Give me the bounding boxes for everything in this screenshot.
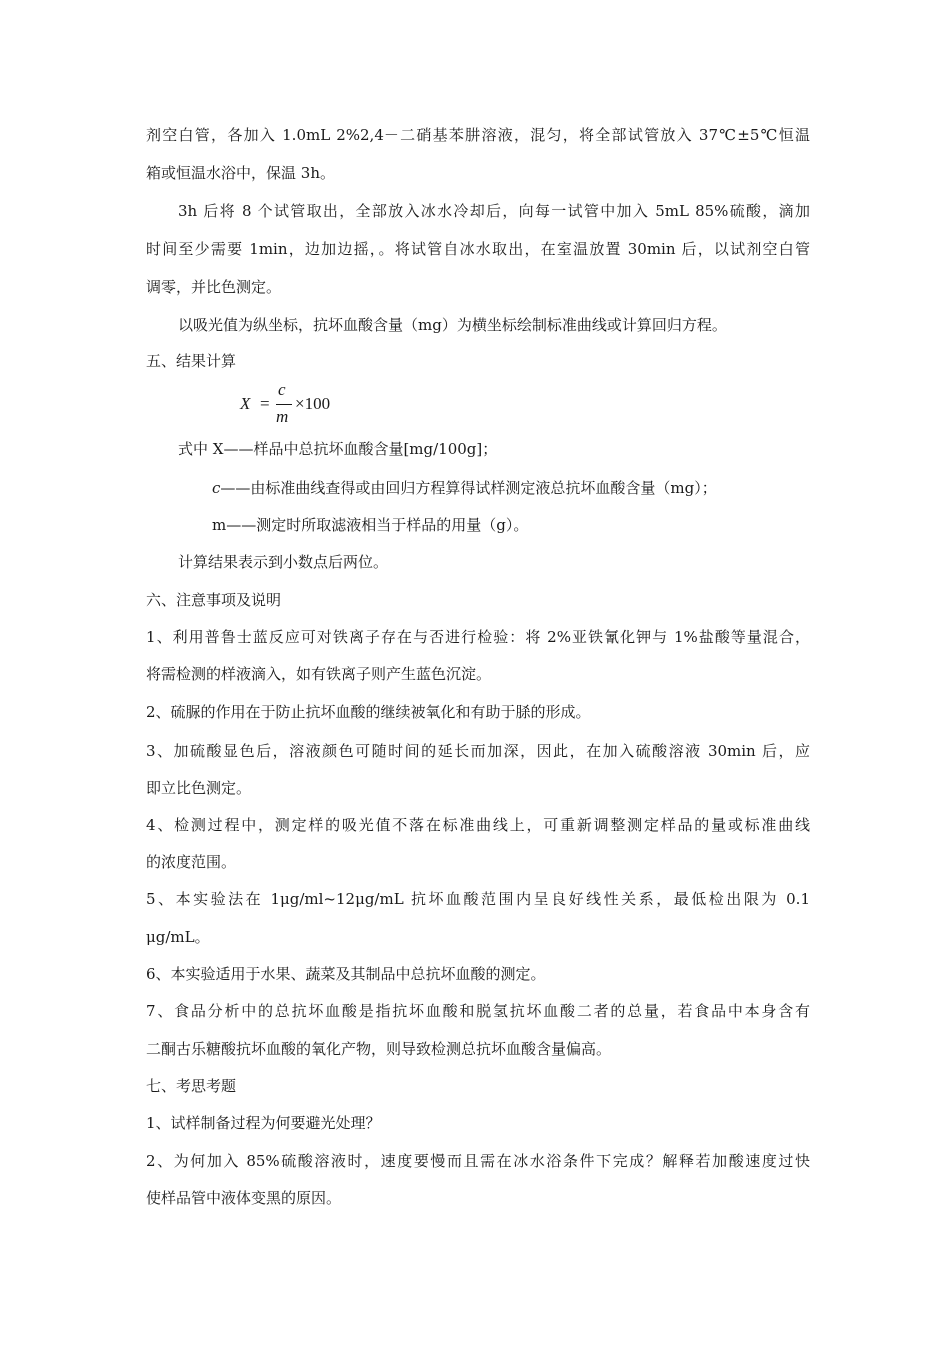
note-line: 二酮古乐糖酸抗坏血酸的氧化产物，则导致检测总抗坏血酸含量偏高。 xyxy=(146,1040,612,1058)
section-heading: 六、注意事项及说明 xyxy=(146,591,282,609)
rounding-note: 计算结果表示到小数点后两位。 xyxy=(178,553,389,571)
question-line: 使样品管中液体变黑的原因。 xyxy=(146,1189,342,1207)
question-line: 1、试样制备过程为何要避光处理？ xyxy=(146,1114,381,1132)
formula-lhs: X xyxy=(240,394,251,413)
definition-c xyxy=(212,477,717,498)
note-line: 即立比色测定。 xyxy=(146,779,252,797)
question-line: 2、为何加入 85%硫酸溶液时，速度要慢而且需在冰水浴条件下完成？解释若加酸速度过快 xyxy=(146,1152,810,1170)
definition-x: 式中 X——样品中总抗坏血酸含量[mg/100g]； xyxy=(178,440,498,458)
formula-equals: = xyxy=(260,394,270,413)
note-line: 将需检测的样液滴入，如有铁离子则产生蓝色沉淀。 xyxy=(146,665,492,683)
paragraph-line: 3h 后将 8 个试管取出，全部放入冰水冷却后，向每一试管中加入 5mL 85%硫酸，滴加 xyxy=(178,202,810,220)
paragraph-line: 箱或恒温水浴中，保温 3h。 xyxy=(146,164,335,182)
definition-c-text: ——由标准曲线查得或由回归方程算得试样测定液总抗坏血酸含量（mg）； xyxy=(220,479,717,497)
note-line: 6、本实验适用于水果、蔬菜及其制品中总抗坏血酸的测定。 xyxy=(146,965,546,983)
paragraph-line: 时间至少需要 1min，边加边摇，。将试管自冰水取出，在室温放置 30min 后，以试剂空白管 xyxy=(146,240,810,258)
formula-numerator: c xyxy=(278,380,286,399)
note-line: 4、检测过程中，测定样的吸光值不落在标准曲线上，可重新调整测定样品的量或标准曲线 xyxy=(146,816,810,834)
note-line: 2、硫脲的作用在于防止抗坏血酸的继续被氧化和有助于脎的形成。 xyxy=(146,703,591,721)
paragraph-line: 调零，并比色测定。 xyxy=(146,278,282,296)
symbol-c: c xyxy=(212,479,221,497)
result-formula xyxy=(240,380,440,429)
paragraph-line: 以吸光值为纵坐标，抗坏血酸含量（mg）为横坐标绘制标准曲线或计算回归方程。 xyxy=(178,316,727,334)
note-line: μg/mL。 xyxy=(146,928,210,946)
paragraph-line: 剂空白管，各加入 1.0mL 2%2,4－二硝基苯肼溶液，混匀，将全部试管放入 37℃±5℃恒温 xyxy=(146,126,810,144)
fraction-bar xyxy=(276,404,292,405)
note-line: 5、本实验法在 1μg/ml~12μg/mL 抗坏血酸范围内呈良好线性关系，最低检出限为 0.1 xyxy=(146,890,810,908)
section-heading: 五、结果计算 xyxy=(146,352,237,370)
definition-m: m——测定时所取滤液相当于样品的用量（g）。 xyxy=(212,516,529,534)
note-line: 3、加硫酸显色后，溶液颜色可随时间的延长而加深，因此，在加入硫酸溶液 30min 后，应 xyxy=(146,742,810,760)
formula-multiplier: ×100 xyxy=(295,394,331,413)
section-heading: 七、考思考题 xyxy=(146,1077,237,1095)
note-line: 7、食品分析中的总抗坏血酸是指抗坏血酸和脱氢抗坏血酸二者的总量，若食品中本身含有 xyxy=(146,1002,810,1020)
formula-denominator: m xyxy=(276,407,289,426)
note-line: 1、利用普鲁士蓝反应可对铁离子存在与否进行检验：将 2%亚铁氰化钾与 1%盐酸等量混合， xyxy=(146,628,810,646)
note-line: 的浓度范围。 xyxy=(146,853,237,871)
